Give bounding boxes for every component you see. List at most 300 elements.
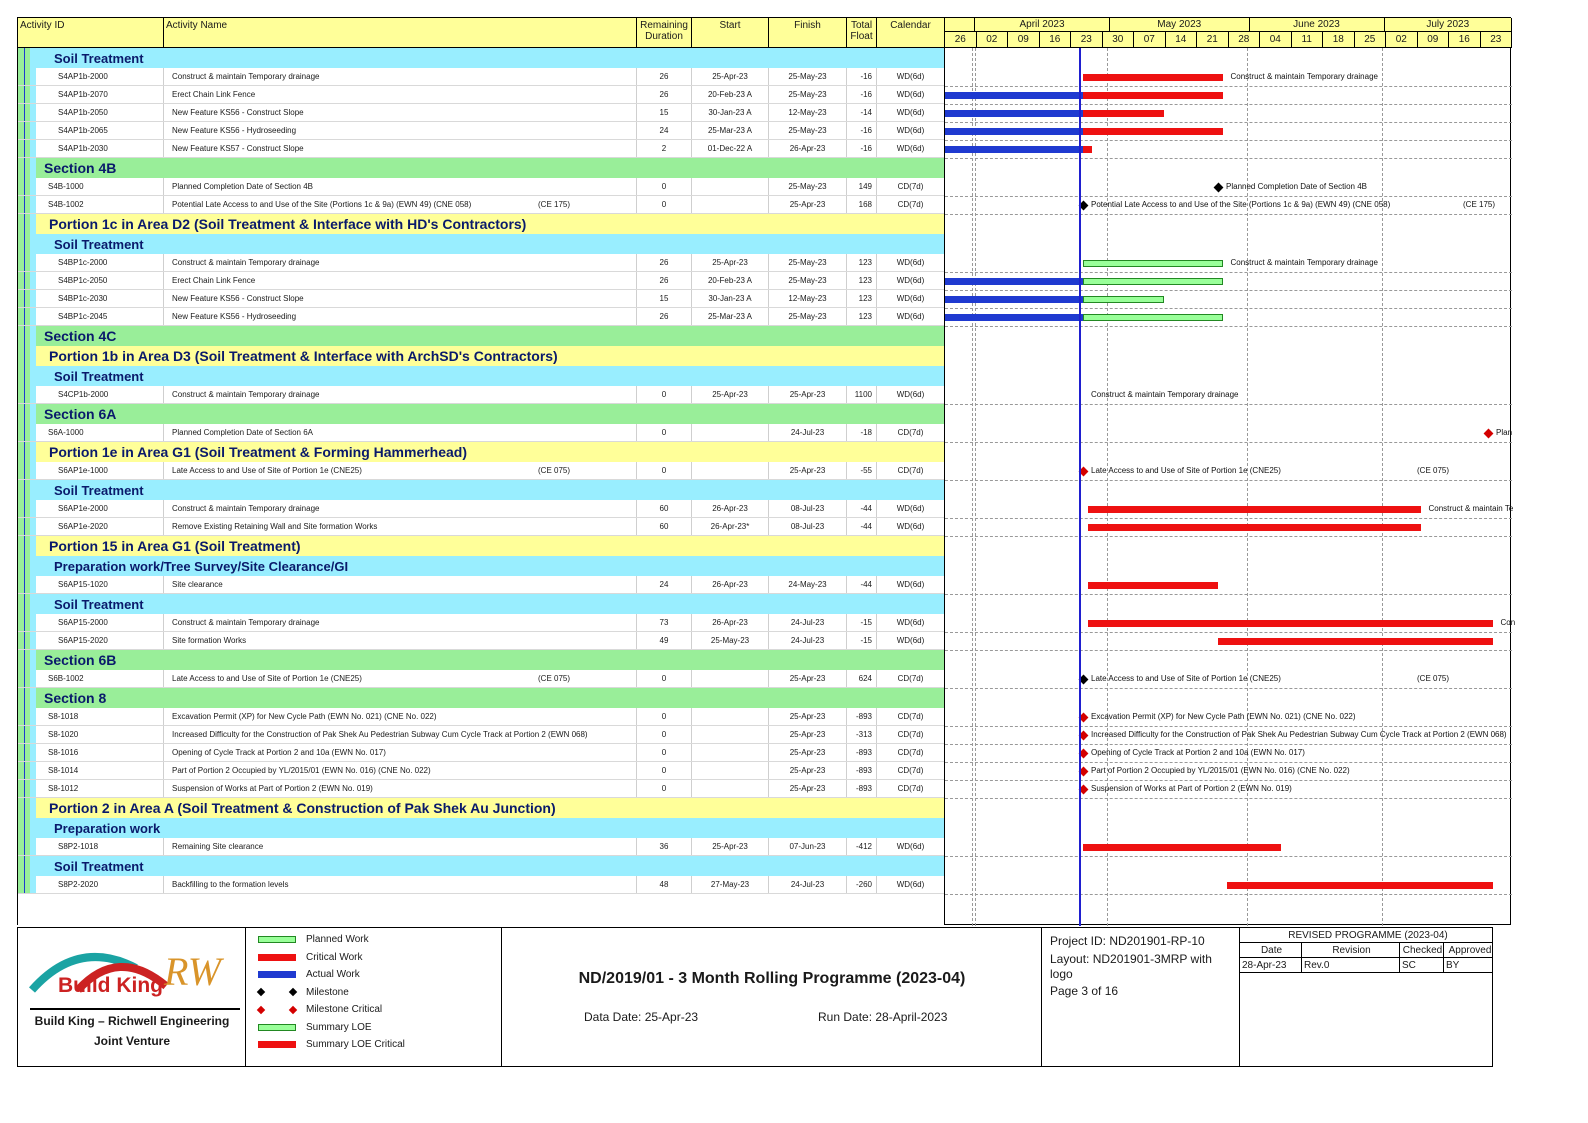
start-cell: 25-Mar-23 A [692, 308, 769, 325]
calendar-cell: WD(6d) [877, 104, 945, 121]
gantt-bar-label: Construct & maintain Temporary drainage [1230, 72, 1378, 81]
finish-cell: 25-Apr-23 [769, 670, 847, 687]
group-label: Portion 1e in Area G1 (Soil Treatment & Forming Hammerhead) [49, 444, 468, 460]
table-row[interactable] [18, 780, 945, 798]
rev-header-checked: Checked [1400, 943, 1444, 957]
actual-work-bar [945, 128, 1083, 135]
gantt-row-line [945, 856, 1512, 857]
total-float-cell: -893 [847, 744, 877, 761]
remaining-duration-cell: 0 [637, 744, 692, 761]
calendar-cell: CD(7d) [877, 762, 945, 779]
activity-name-cell: Suspension of Works at Part of Portion 2 (EWN No. 019) [168, 780, 637, 797]
table-row[interactable] [18, 272, 945, 290]
actual-work-bar [945, 92, 1083, 99]
activity-name-cell: Remaining Site clearance [168, 838, 637, 855]
table-row[interactable] [18, 104, 945, 122]
group-label: Preparation work [54, 820, 161, 836]
row-band [18, 726, 36, 743]
finish-cell: 25-Apr-23 [769, 780, 847, 797]
remaining-duration-cell: 49 [637, 632, 692, 649]
rev-header-approved: Approved [1448, 944, 1492, 956]
row-band [18, 818, 36, 838]
row-band [18, 556, 36, 576]
gantt-row-line [945, 744, 1512, 745]
total-float-cell: 624 [847, 670, 877, 687]
milestone-icon [1483, 428, 1493, 438]
activity-name-cell: New Feature KS56 - Hydroseeding [168, 122, 637, 139]
total-float-cell: -44 [847, 576, 877, 593]
group-header-level-3[interactable] [18, 48, 945, 68]
revision-value-row [1240, 958, 1493, 973]
activity-name-cell: Planned Completion Date of Section 4B [168, 178, 637, 195]
activity-name-cell: New Feature KS56 - Construct Slope [168, 290, 637, 307]
total-float-cell: -893 [847, 708, 877, 725]
table-row[interactable] [18, 762, 945, 780]
total-float-cell: -893 [847, 762, 877, 779]
timescale-week: 14 [1166, 32, 1198, 47]
timescale-week: 04 [1260, 32, 1292, 47]
total-float-cell: -14 [847, 104, 877, 121]
start-cell: 26-Apr-23 [692, 614, 769, 631]
total-float-cell: -313 [847, 726, 877, 743]
grid-line [1107, 48, 1108, 926]
critical-work-bar [1083, 844, 1281, 851]
gantt-bar-label: Part of Portion 2 Occupied by YL/2015/01 (EWN No. 016) (CNE No. 022) [1091, 766, 1350, 775]
activity-id-cell: S4AP1b-2030 [40, 140, 164, 157]
row-band [18, 876, 36, 893]
activity-name-cell: Construct & maintain Temporary drainage [168, 614, 637, 631]
actual-work-bar [945, 296, 1083, 303]
activity-id-cell: S4B-1000 [40, 178, 164, 195]
table-row[interactable] [18, 178, 945, 196]
row-band [18, 140, 36, 157]
table-row[interactable] [18, 518, 945, 536]
activity-name-cell: Erect Chain Link Fence [168, 86, 637, 103]
critical-work-bar [1083, 74, 1223, 81]
row-band [18, 762, 36, 779]
programme-title: ND/2019/01 - 3 Month Rolling Programme (2023-04) [578, 970, 966, 987]
table-row[interactable] [18, 386, 945, 404]
row-band [18, 326, 36, 346]
total-float-cell: -412 [847, 838, 877, 855]
group-header-level-3[interactable] [18, 594, 945, 614]
activity-id-cell: S4BP1c-2030 [40, 290, 164, 307]
group-header-level-1[interactable] [18, 688, 945, 708]
group-header-level-1[interactable] [18, 326, 945, 346]
col-start[interactable]: Start [692, 18, 769, 48]
col-activity-name[interactable]: Activity Name [164, 18, 637, 48]
remaining-duration-cell: 2 [637, 140, 692, 157]
group-label: Section 8 [44, 690, 107, 706]
group-header-level-3[interactable] [18, 480, 945, 500]
footer [17, 927, 1493, 1067]
actual-work-bar [945, 146, 1083, 153]
start-cell [692, 670, 769, 687]
timescale-week: 16 [1040, 32, 1072, 47]
row-band [18, 366, 36, 386]
remaining-duration-cell: 60 [637, 518, 692, 535]
legend-box [246, 928, 502, 1066]
critical-work-bar [1088, 524, 1421, 531]
gantt-row-line [945, 272, 1512, 273]
start-cell: 20-Feb-23 A [692, 272, 769, 289]
gantt-row-line [945, 894, 1512, 895]
remaining-duration-cell: 0 [637, 762, 692, 779]
planned-work-bar [1083, 314, 1223, 321]
remaining-duration-cell: 26 [637, 86, 692, 103]
gantt-bar-label: Late Access to and Use of Site of Portion 1e (CNE25) [1091, 674, 1281, 683]
table-row[interactable] [18, 68, 945, 86]
activity-name-cell: Construct & maintain Temporary drainage [168, 254, 637, 271]
remaining-duration-cell: 0 [637, 386, 692, 403]
legend-item [258, 1004, 382, 1015]
col-total-float[interactable]: Total Float [847, 18, 877, 48]
finish-cell: 25-May-23 [769, 86, 847, 103]
gantt-ce-label: (CE 175) [1463, 200, 1496, 209]
activity-id-cell: S8-1014 [40, 762, 164, 779]
table-row[interactable] [18, 726, 945, 744]
legend-label: Summary LOE Critical [306, 1039, 405, 1050]
activity-table [17, 17, 944, 925]
activity-id-cell: S4AP1b-2065 [40, 122, 164, 139]
col-remaining-duration[interactable]: Remaining Duration [637, 18, 692, 48]
row-band [18, 346, 36, 366]
finish-cell: 26-Apr-23 [769, 140, 847, 157]
start-cell [692, 744, 769, 761]
legend-item [258, 952, 362, 963]
start-cell [692, 424, 769, 441]
revision-table [1240, 928, 1493, 973]
timescale-week: 30 [1103, 32, 1135, 47]
start-cell: 27-May-23 [692, 876, 769, 893]
legend-swatch [258, 936, 296, 943]
start-cell [692, 708, 769, 725]
group-header-level-3[interactable] [18, 818, 945, 838]
total-float-cell: 123 [847, 290, 877, 307]
finish-cell: 08-Jul-23 [769, 500, 847, 517]
finish-cell: 25-Apr-23 [769, 196, 847, 213]
critical-work-bar [1083, 92, 1223, 99]
start-cell: 26-Apr-23* [692, 518, 769, 535]
timescale-week: 02 [977, 32, 1009, 47]
table-row[interactable] [18, 196, 945, 214]
group-header-level-2[interactable] [18, 798, 945, 818]
row-band [18, 708, 36, 725]
grid-line [1247, 48, 1248, 926]
activity-name-cell: New Feature KS56 - Construct Slope [168, 104, 637, 121]
group-header-level-2[interactable] [18, 536, 945, 556]
gantt-row-line [945, 594, 1512, 595]
table-row[interactable] [18, 744, 945, 762]
group-label: Soil Treatment [54, 50, 144, 66]
table-row[interactable] [18, 708, 945, 726]
activity-name-cell: New Feature KS57 - Construct Slope [168, 140, 637, 157]
calendar-cell: WD(6d) [877, 254, 945, 271]
gantt-row-line [945, 86, 1512, 87]
actual-work-bar [945, 314, 1083, 321]
timescale-week: 21 [1197, 32, 1229, 47]
col-finish[interactable]: Finish [769, 18, 847, 48]
timescale-month-pad [945, 18, 975, 31]
activity-name-cell: Backfilling to the formation levels [168, 876, 637, 893]
legend-swatch [258, 954, 296, 961]
timescale-months [945, 18, 1512, 32]
gantt-row-line [945, 308, 1512, 309]
activity-id-cell: S4B-1002 [40, 196, 164, 213]
activity-id-cell: S8P2-2020 [40, 876, 164, 893]
activity-name-cell: Remove Existing Retaining Wall and Site formation Works [168, 518, 637, 535]
legend-item [258, 934, 369, 945]
row-band [18, 158, 36, 178]
row-band [18, 518, 36, 535]
row-band [18, 404, 36, 424]
table-row[interactable] [18, 576, 945, 594]
data-date-line [1079, 48, 1081, 926]
start-cell: 26-Apr-23 [692, 500, 769, 517]
table-row[interactable] [18, 632, 945, 650]
row-band [18, 688, 36, 708]
row-band [18, 178, 36, 195]
legend-label: Critical Work [306, 951, 363, 963]
gantt-bar-label: Plan [1496, 428, 1513, 437]
gantt-row-line [945, 480, 1512, 481]
group-header-level-3[interactable] [18, 366, 945, 386]
table-row[interactable] [18, 876, 945, 894]
timescale-week: 16 [1449, 32, 1481, 47]
remaining-duration-cell: 60 [637, 500, 692, 517]
activity-name-cell: Excavation Permit (XP) for New Cycle Path (EWN No. 021) (CNE No. 022) [168, 708, 637, 725]
critical-work-bar [1088, 620, 1493, 627]
calendar-cell: CD(7d) [877, 424, 945, 441]
legend-item [258, 1039, 405, 1050]
group-header-level-3[interactable] [18, 856, 945, 876]
group-header-level-1[interactable] [18, 158, 945, 178]
table-row[interactable] [18, 254, 945, 272]
remaining-duration-cell: 36 [637, 838, 692, 855]
finish-cell: 24-Jul-23 [769, 876, 847, 893]
planned-work-bar [1083, 296, 1164, 303]
row-band [18, 86, 36, 103]
group-header-level-2[interactable] [18, 346, 945, 366]
row-band [18, 744, 36, 761]
start-cell: 25-Apr-23 [692, 68, 769, 85]
timescale-month: May 2023 [1110, 18, 1250, 31]
remaining-duration-cell: 24 [637, 576, 692, 593]
col-activity-id[interactable]: Activity ID [18, 18, 164, 48]
gantt-row-line [945, 762, 1512, 763]
activity-name-cell: Potential Late Access to and Use of the Site (Portions 1c & 9a) (EWN 49) (CNE 058) [168, 196, 637, 213]
layout-name: Layout: ND201901-3MRP with logo [1050, 952, 1212, 981]
finish-cell: 08-Jul-23 [769, 518, 847, 535]
gantt-row-line [945, 326, 1512, 327]
group-header-level-1[interactable] [18, 404, 945, 424]
rev-value-approved: BY [1446, 959, 1460, 971]
legend-label: Actual Work [306, 969, 360, 980]
timescale-week: 23 [1071, 32, 1103, 47]
group-header-level-2[interactable] [18, 442, 945, 462]
table-row[interactable] [18, 838, 945, 856]
table-row[interactable] [18, 500, 945, 518]
activity-name-cell: Construct & maintain Temporary drainage [168, 68, 637, 85]
legend-swatch [258, 1041, 296, 1048]
group-label: Portion 15 in Area G1 (Soil Treatment) [49, 538, 301, 554]
timescale-month: April 2023 [975, 18, 1110, 31]
activity-id-cell: S4BP1c-2000 [40, 254, 164, 271]
gantt-row-line [945, 536, 1512, 537]
calendar-cell: WD(6d) [877, 68, 945, 85]
group-label: Soil Treatment [54, 596, 144, 612]
revision-title-row [1240, 928, 1493, 943]
gantt-bar-label: Construct & maintain Te [1428, 504, 1514, 513]
finish-cell: 25-Apr-23 [769, 726, 847, 743]
total-float-cell: -16 [847, 140, 877, 157]
col-calendar[interactable]: Calendar [877, 18, 945, 48]
start-cell: 30-Jan-23 A [692, 104, 769, 121]
activity-id-cell: S4CP1b-2000 [40, 386, 164, 403]
actual-work-bar [945, 278, 1083, 285]
critical-work-bar [1083, 128, 1223, 135]
activity-id-cell: S4AP1b-2050 [40, 104, 164, 121]
calendar-cell: WD(6d) [877, 386, 945, 403]
activity-name-cell: Site formation Works [168, 632, 637, 649]
ce-reference: (CE 175) [538, 200, 571, 209]
ce-reference: (CE 075) [538, 466, 571, 475]
project-info-box [1042, 928, 1240, 1066]
logo-box [18, 928, 246, 1066]
row-band [18, 196, 36, 213]
activity-id-cell: S4BP1c-2050 [40, 272, 164, 289]
group-header-level-2[interactable] [18, 214, 945, 234]
activity-name-cell: Planned Completion Date of Section 6A [168, 424, 637, 441]
table-row[interactable] [18, 462, 945, 480]
table-row[interactable] [18, 424, 945, 442]
calendar-cell: WD(6d) [877, 576, 945, 593]
start-cell [692, 726, 769, 743]
total-float-cell: -893 [847, 780, 877, 797]
rev-value-date: 28-Apr-23 [1240, 958, 1302, 972]
finish-cell: 24-May-23 [769, 576, 847, 593]
gantt-row-line [945, 404, 1512, 405]
group-header-level-3[interactable] [18, 556, 945, 576]
critical-work-bar [1088, 582, 1219, 589]
gantt-row-line [945, 196, 1512, 197]
calendar-cell: WD(6d) [877, 500, 945, 517]
finish-cell: 25-Apr-23 [769, 462, 847, 479]
table-row[interactable] [18, 670, 945, 688]
remaining-duration-cell: 0 [637, 726, 692, 743]
finish-cell: 25-May-23 [769, 178, 847, 195]
total-float-cell: -15 [847, 632, 877, 649]
finish-cell: 25-May-23 [769, 254, 847, 271]
table-row[interactable] [18, 140, 945, 158]
rev-value-revision: Rev.0 [1302, 958, 1400, 972]
remaining-duration-cell: 48 [637, 876, 692, 893]
gantt-bar-label: Construct & maintain Temporary drainage [1230, 258, 1378, 267]
ce-reference: (CE 075) [538, 674, 571, 683]
revision-header-row [1240, 943, 1493, 958]
legend-label: Milestone [306, 986, 349, 998]
table-row[interactable] [18, 614, 945, 632]
table-row[interactable] [18, 122, 945, 140]
group-header-level-1[interactable] [18, 650, 945, 670]
actual-work-bar [945, 110, 1083, 117]
calendar-cell: WD(6d) [877, 632, 945, 649]
remaining-duration-cell: 0 [637, 462, 692, 479]
logo-mark: RW [164, 949, 222, 994]
gantt-row-line [945, 104, 1512, 105]
gantt-bar-label: Opening of Cycle Track at Portion 2 and 10a (EWN No. 017) [1091, 748, 1305, 757]
row-band [18, 594, 36, 614]
remaining-duration-cell: 26 [637, 272, 692, 289]
legend-swatch [258, 971, 296, 978]
gantt-chart [944, 17, 1516, 925]
table-row[interactable] [18, 308, 945, 326]
remaining-duration-cell: 15 [637, 290, 692, 307]
calendar-cell: CD(7d) [877, 744, 945, 761]
finish-cell: 25-May-23 [769, 68, 847, 85]
activity-name-cell: Part of Portion 2 Occupied by YL/2015/01 (EWN No. 016) (CNE No. 022) [168, 762, 637, 779]
activity-id-cell: S6AP15-2000 [40, 614, 164, 631]
table-row[interactable] [18, 290, 945, 308]
timescale-week: 07 [1134, 32, 1166, 47]
total-float-cell: 123 [847, 272, 877, 289]
grid-line [975, 48, 976, 926]
table-row[interactable] [18, 86, 945, 104]
finish-cell: 24-Jul-23 [769, 632, 847, 649]
calendar-cell: WD(6d) [877, 122, 945, 139]
company-line-1: Build King – Richwell Engineering [34, 1014, 230, 1028]
logo-name: Build King [58, 974, 163, 997]
start-cell [692, 780, 769, 797]
activity-id-cell: S4BP1c-2045 [40, 308, 164, 325]
gantt-bar-label: Suspension of Works at Part of Portion 2 (EWN No. 019) [1091, 784, 1292, 793]
remaining-duration-cell: 26 [637, 254, 692, 271]
activity-name-cell: New Feature KS56 - Hydroseeding [168, 308, 637, 325]
revision-title: REVISED PROGRAMME (2023-04) [1288, 929, 1448, 941]
row-band [18, 462, 36, 479]
group-label: Portion 1c in Area D2 (Soil Treatment & Interface with HD's Contractors) [49, 216, 527, 232]
remaining-duration-cell: 0 [637, 196, 692, 213]
timescale-month: July 2023 [1385, 18, 1513, 31]
row-band [18, 500, 36, 517]
gantt-row-line [945, 122, 1512, 123]
total-float-cell: -15 [847, 614, 877, 631]
activity-name-cell: Site clearance [168, 576, 637, 593]
row-band [18, 798, 36, 818]
calendar-cell: WD(6d) [877, 272, 945, 289]
legend-item [258, 1022, 372, 1033]
row-band [18, 68, 36, 85]
planned-work-bar [1083, 260, 1223, 267]
gantt-row-line [945, 798, 1512, 799]
gantt-row-line [945, 688, 1512, 689]
table-header [18, 18, 945, 48]
legend-item [258, 969, 360, 980]
activity-name-cell: Construct & maintain Temporary drainage [168, 386, 637, 403]
total-float-cell: -55 [847, 462, 877, 479]
row-band [18, 632, 36, 649]
rev-header-revision: Revision [1302, 943, 1400, 957]
group-label: Soil Treatment [54, 482, 144, 498]
timescale-week: 11 [1292, 32, 1324, 47]
activity-id-cell: S6AP15-1020 [40, 576, 164, 593]
start-cell: 25-Apr-23 [692, 386, 769, 403]
activity-id-cell: S8-1012 [40, 780, 164, 797]
calendar-cell: WD(6d) [877, 308, 945, 325]
group-header-level-3[interactable] [18, 234, 945, 254]
total-float-cell: 123 [847, 254, 877, 271]
group-label: Soil Treatment [54, 858, 144, 874]
